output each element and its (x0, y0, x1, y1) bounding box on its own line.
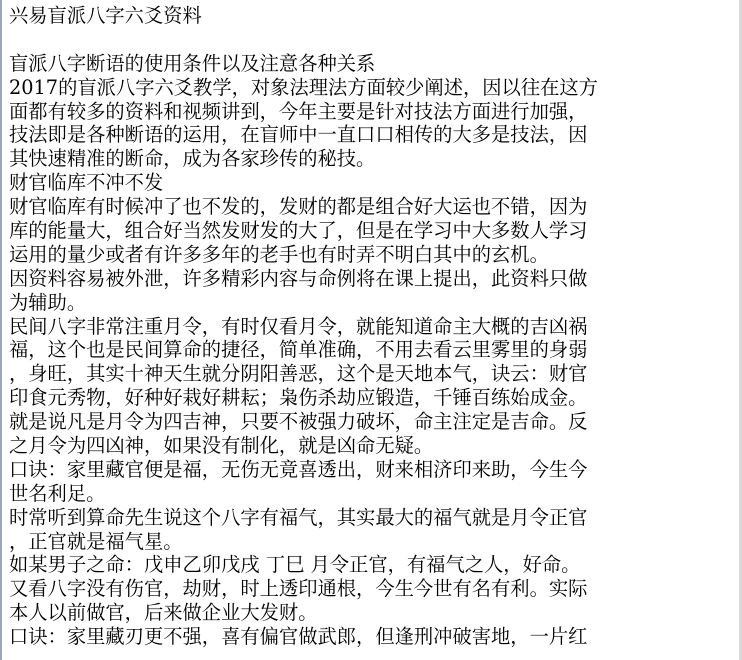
window-left-border (0, 0, 2, 660)
text-line: 2017的盲派八字六爻教学，对象法理法方面较少阐述，因以往在这方 (9, 75, 598, 99)
text-line: 口诀：家里藏官便是福，无伤无竟喜透出，财来相济印来助，今生今 (9, 457, 588, 481)
text-line: 印食元秀物，好种好栽好耕耘；枭伤杀劫应锻造，千锤百练始成金。 (9, 386, 588, 410)
text-line: 就是说凡是月令为四吉神，只要不被强力破坏，命主注定是吉命。反 (9, 410, 588, 434)
text-line: 福，这个也是民间算命的捷径，简单准确，不用去看云里雾里的身弱 (9, 338, 588, 362)
text-line: 技法即是各种断语的运用，在盲师中一直口口相传的大多是技法，因 (9, 123, 588, 147)
text-line: 库的能量大，组合好当然发财发的大了，但是在学习中大多数人学习 (9, 219, 588, 243)
text-line: 财官临库不冲不发 (9, 171, 164, 195)
blank-line (9, 28, 731, 52)
document-title: 兴易盲派八字六爻资料 (9, 4, 202, 27)
text-line: 又看八字没有伤官，劫财，时上透印通根，今生今世有名有利。实际 (9, 577, 588, 601)
text-line: 之月令为四凶神，如果没有制化，就是凶命无疑。 (9, 434, 434, 458)
text-line: 时常听到算命先生说这个八字有福气，其实最大的福气就是月令正官 (9, 505, 588, 529)
text-line: 为辅助。 (9, 290, 87, 314)
text-line: 世名利足。 (9, 481, 106, 505)
text-line: 本人以前做官，后来做企业大发财。 (9, 601, 318, 625)
text-line: 因资料容易被外泄，许多精彩内容与命例将在课上提出，此资料只做 (9, 266, 588, 290)
text-line: 口诀：家里藏刃更不强，喜有偏官做武郎，但逢刑冲破害地，一片红 (9, 625, 588, 649)
document-text-area[interactable] (9, 4, 731, 649)
text-line: 面都有较多的资料和视频讲到，今年主要是针对技法方面进行加强， (9, 99, 588, 123)
text-line: ，身旺，其实十神天生就分阴阳善恶，这个是天地本气，诀云：财官 (9, 362, 588, 386)
text-line: 运用的量少或者有许多多年的老手也有时弄不明白其中的玄机。 (9, 242, 549, 266)
text-line: 如某男子之命：戊申乙卯戊戌 丁巳 月令正官，有福气之人，好命。 (9, 553, 581, 577)
text-line: 民间八字非常注重月令，有时仅看月令，就能知道命主大概的吉凶祸 (9, 314, 588, 338)
text-line: 其快速精准的断命，成为各家珍传的秘技。 (9, 147, 376, 171)
text-line: 盲派八字断语的使用条件以及注意各种关系 (9, 51, 376, 75)
text-line: ，正官就是福气星。 (9, 529, 183, 553)
text-line: 财官临库有时候冲了也不发的，发财的都是组合好大运也不错，因为 (9, 195, 588, 219)
